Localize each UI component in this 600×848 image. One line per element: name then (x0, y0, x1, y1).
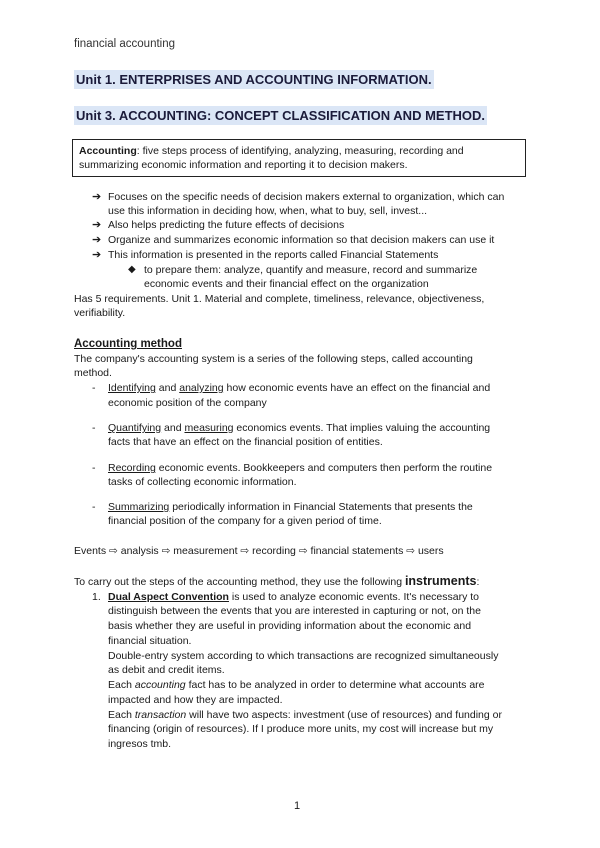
dash-marker: - (92, 462, 96, 474)
item1-line2: distinguish between the events that you are interested in capturing or not, on the (108, 605, 481, 617)
item1-line5: Double-entry system according to which transactions are recognized simultaneously (108, 650, 499, 662)
item1-line10: financing (origin of resources). If I produce more units, my cost will increase but my (108, 723, 494, 735)
instruments-intro-text: To carry out the steps of the accounting method, they use the following (74, 576, 405, 588)
item1-line9 (108, 708, 502, 722)
arrow-icon: ➔ (92, 191, 102, 203)
sub-bullet-line2: economic events and their financial effect on the organization (144, 278, 429, 290)
dash-marker: - (92, 382, 96, 394)
definition-line1: : five steps process of identifying, analyzing, measuring, recording and (136, 145, 464, 157)
item1-l9b: will have two aspects: investment (use of resources) and funding or (186, 709, 502, 721)
arrow-icon: ➔ (92, 234, 102, 246)
bullet-1-line1: Focuses on the specific needs of decision makers external to organization, which can (108, 191, 505, 203)
item1-line6: as debit and credit items. (108, 664, 225, 676)
instruments-word: instruments (404, 574, 477, 588)
step4-line2: financial position of the company for a given period of time. (108, 515, 382, 527)
accounting-method-heading: Accounting method (74, 338, 182, 350)
unit1-title: Unit 1. ENTERPRISES AND ACCOUNTING INFORMATION. (76, 72, 432, 87)
instruments-colon: : (476, 576, 480, 588)
step3-term: Recording (108, 462, 156, 474)
step2-line2: facts that have an effect on the financial position of entities. (108, 436, 383, 448)
dash-marker: - (92, 422, 96, 434)
step1-rest: how economic events have an effect on the financial and (223, 382, 491, 394)
arrow-icon: ➔ (92, 219, 102, 231)
requirements-line1: Has 5 requirements. Unit 1. Material and complete, timeliness, relevance, objectiveness, (74, 293, 485, 305)
item1-rest: is used to analyze economic events. It's necessary to (228, 591, 480, 603)
definition-term: Accounting (79, 145, 137, 157)
step3-line2: tasks of collecting economic information. (108, 476, 297, 488)
bullet-2-text: Also helps predicting the future effects of decisions (108, 219, 345, 231)
bullet-4-text: This information is presented in the reports called Financial Statements (108, 249, 439, 261)
sub-bullet-line1: to prepare them: analyze, quantify and measure, record and summarize (144, 264, 478, 276)
step1-line2: economic position of the company (108, 397, 267, 409)
step2-and: and (161, 422, 185, 434)
item1-line11: ingresos tmb. (108, 738, 172, 750)
step1-term1: Identifying (108, 382, 156, 394)
method-intro-line2: method. (74, 367, 112, 379)
step1-term2: analyzing (179, 382, 224, 394)
item1-l7b: fact has to be analyzed in order to determine what accounts are (185, 679, 485, 691)
step2-rest: economics events. That implies valuing the accounting (233, 422, 491, 434)
item1-title: Dual Aspect Convention (108, 591, 229, 603)
definition-line2: summarizing economic information and reporting it to decision makers. (79, 159, 408, 171)
item1-line3: basis whether they are useful in providing information about the economic and (108, 620, 472, 632)
item1-l7a: Each (108, 679, 135, 691)
step2-term1: Quantifying (108, 422, 162, 434)
page-number: 1 (294, 800, 301, 812)
step4-rest: periodically information in Financial Statements that presents the (169, 501, 473, 513)
unit3-title: Unit 3. ACCOUNTING: CONCEPT CLASSIFICATION AND METHOD. (76, 108, 486, 123)
step4-term: Summarizing (108, 501, 170, 513)
page-header: financial accounting (74, 38, 176, 50)
step1-and: and (155, 382, 180, 394)
bullet-1-line2: use this information in deciding how, when, what to buy, sell, invest... (108, 205, 428, 217)
dash-marker: - (92, 501, 96, 513)
requirements-line2: verifiability. (74, 307, 126, 319)
method-intro-line1: The company's accounting system is a series of the following steps, called accounting (74, 353, 473, 365)
diamond-icon: ◆ (128, 264, 136, 275)
step2-term2: measuring (184, 422, 234, 434)
definition-box (72, 139, 526, 177)
arrow-icon: ➔ (92, 249, 102, 261)
instruments-intro (74, 574, 479, 589)
item1-l7-italic: accounting (134, 679, 186, 691)
item1-l9-italic: transaction (134, 709, 187, 721)
events-flow: Events ⇨ analysis ⇨ measurement ⇨ recording ⇨ financial statements ⇨ users (74, 545, 444, 557)
item1-l9a: Each (108, 709, 135, 721)
item1-line4: financial situation. (108, 635, 192, 647)
bullet-3-text: Organize and summarizes economic information so that decision makers can use it (108, 234, 495, 246)
item1-line7 (108, 678, 485, 692)
item1-line8: impacted and how they are impacted. (108, 694, 283, 706)
step3-rest: economic events. Bookkeepers and computers then perform the routine (155, 462, 493, 474)
item1-number: 1. (92, 591, 101, 603)
